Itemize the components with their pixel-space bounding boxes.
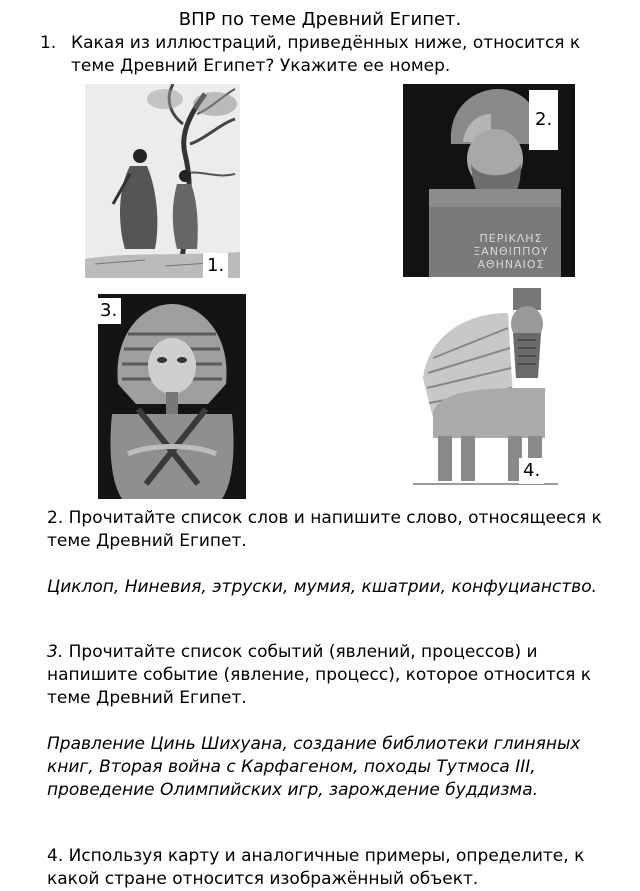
chinese-sages-icon: [85, 84, 240, 278]
question-4-prompt: 4. Используя карту и аналогичные примеры, определите, к какой стране относится изображённый объект.: [47, 846, 585, 889]
inscription-line-1: ΠΕΡΙΚΛΗΣ: [479, 232, 543, 245]
question-3-prompt-text: Прочитайте список событий (явлений, процессов) и напишите событие (явление, процесс), которое относится к теме Древний Египет.: [47, 642, 592, 708]
pharaoh-mask-icon: [98, 294, 246, 499]
bust-inscription: [451, 232, 571, 271]
page-title: ВПР по теме Древний Египет.: [178, 9, 462, 30]
question-3: [47, 641, 617, 802]
inscription-line-3: ΑΘΗΝΑΙΟΣ: [477, 258, 545, 271]
image-2: [403, 84, 575, 277]
question-3-prompt: [47, 641, 617, 710]
image-1-label: 1.: [203, 253, 228, 278]
question-4: [47, 845, 617, 891]
question-1-text: Какая из иллюстраций, приведённых ниже, относится к теме Древний Египет? Укажите ее номер.: [71, 33, 581, 76]
inscription-line-2: ΞΑΝΘΙΠΠΟΥ: [473, 245, 549, 258]
image-1: [85, 84, 240, 278]
image-3: [98, 294, 246, 499]
question-2-prompt: 2. Прочитайте список слов и напишите слово, относящееся к теме Древний Египет.: [47, 508, 602, 551]
image-4: [413, 288, 558, 488]
question-3-number: 3.: [47, 642, 64, 662]
image-4-label: 4.: [519, 458, 544, 484]
image-2-label: 2.: [529, 90, 558, 150]
question-3-events: Правление Цинь Шихуана, создание библиотеки глиняных книг, Вторая война с Карфагеном, походы Тутмоса III, проведение Олимпийских игр, зарождение буддизма.: [47, 734, 581, 800]
image-3-label: 3.: [98, 298, 121, 324]
question-1-number: 1.: [40, 33, 57, 53]
question-2: [47, 507, 617, 599]
question-2-words: Циклоп, Ниневия, этруски, мумия, кшатрии, конфуцианство.: [47, 577, 598, 597]
